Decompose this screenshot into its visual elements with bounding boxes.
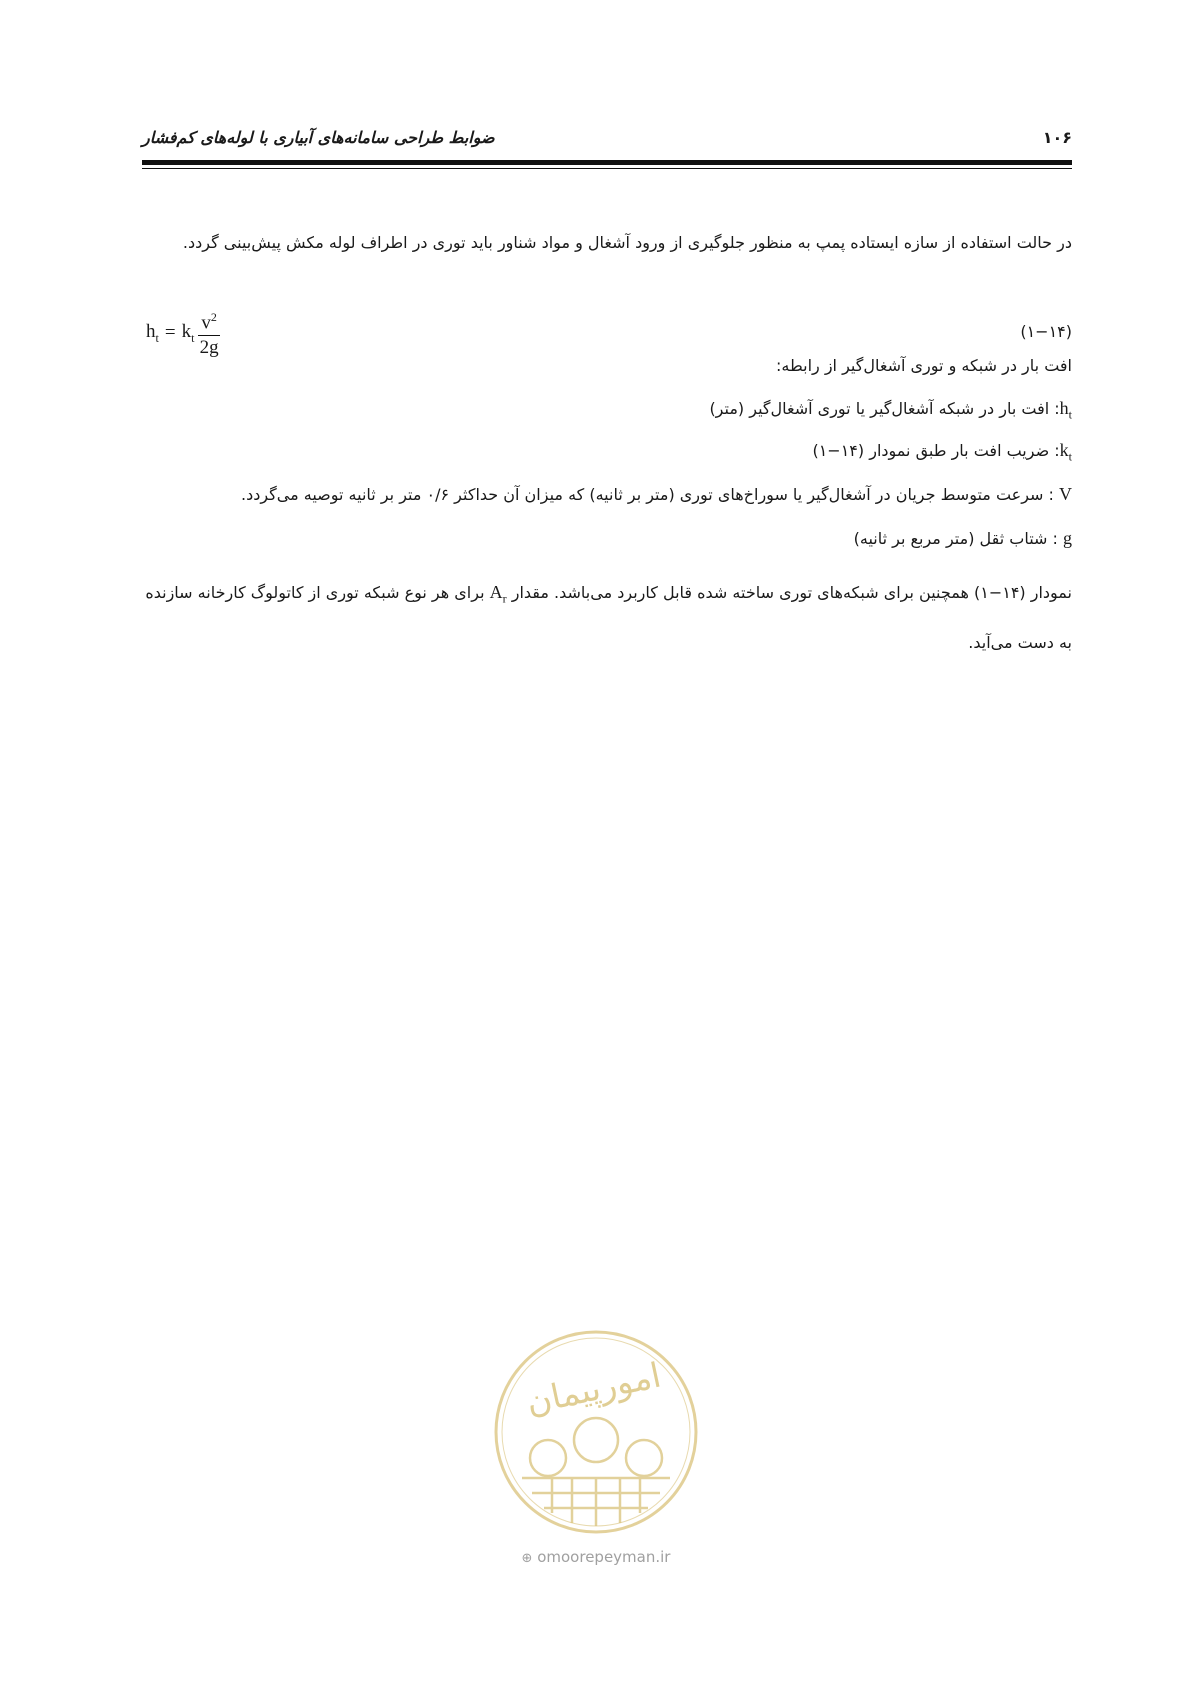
fraction-denominator: 2g — [199, 337, 219, 359]
paragraph-intro: در حالت استفاده از سازه ایستاده پمپ به منظور جلوگیری از ورود آشغال و مواد شناور باید توری در اطراف لوله مکش پیش‌بینی گردد. — [182, 233, 1072, 252]
paragraph-chart-note: نمودار (۱۴−۱) همچنین برای شبکه‌های توری ساخته شده قابل کاربرد می‌باشد. مقدار $A_r$ برای هر نوع شبکه توری از کاتولوگ کارخانه سازنده به دست می‌آید. — [145, 582, 1072, 652]
definition-v: V : سرعت متوسط جریان در آشغال‌گیر یا سوراخ‌های توری (متر بر ثانیه) که میزان آن حداکثر ۰/۶ متر بر ثانیه توصیه می‌گردد. — [240, 484, 1072, 504]
page-header — [142, 128, 1072, 150]
header-rule-thick — [142, 160, 1072, 165]
equation-coefficient: $k_t$ — [181, 320, 195, 345]
definition-ht: $h_t$: افت بار در شبکه آشغال‌گیر یا توری آشغال‌گیر (متر) — [709, 398, 1072, 422]
watermark-stamp — [492, 1328, 700, 1536]
equation-fraction — [198, 306, 220, 360]
definition-symbol: V — [1059, 484, 1072, 504]
globe-icon: ⊕ — [521, 1551, 533, 1566]
running-title: ضوابط طراحی سامانه‌های آبیاری با لوله‌های کم‌فشار — [142, 128, 495, 147]
watermark-logo-text: امورپیمان — [522, 1355, 665, 1423]
intro-line: افت بار در شبکه و توری آشغال‌گیر از رابطه: — [776, 356, 1072, 375]
definition-g: g : شتاب ثقل (متر مربع بر ثانیه) — [853, 528, 1072, 548]
page-number: ۱۰۶ — [1042, 128, 1072, 147]
header-rule-thin — [142, 168, 1072, 169]
definition-symbol: g — [1063, 528, 1072, 548]
definition-kt: $k_t$: ضریب افت بار طبق نمودار (۱۴−۱) — [812, 440, 1072, 464]
equation-lhs: $h_t$ — [146, 320, 159, 345]
definition-symbol: $h_t$ — [1059, 398, 1072, 422]
equals-sign: = — [164, 322, 176, 344]
watermark-site: ⊕ omoorepeyman.ir — [521, 1548, 671, 1566]
definition-symbol: $k_t$ — [1059, 440, 1072, 464]
ar-symbol: $A_r$ — [489, 582, 507, 606]
equation-number: (۱−۱۴) — [1020, 322, 1072, 341]
fraction-numerator: $v^2$ — [198, 306, 220, 336]
equation — [146, 306, 220, 360]
